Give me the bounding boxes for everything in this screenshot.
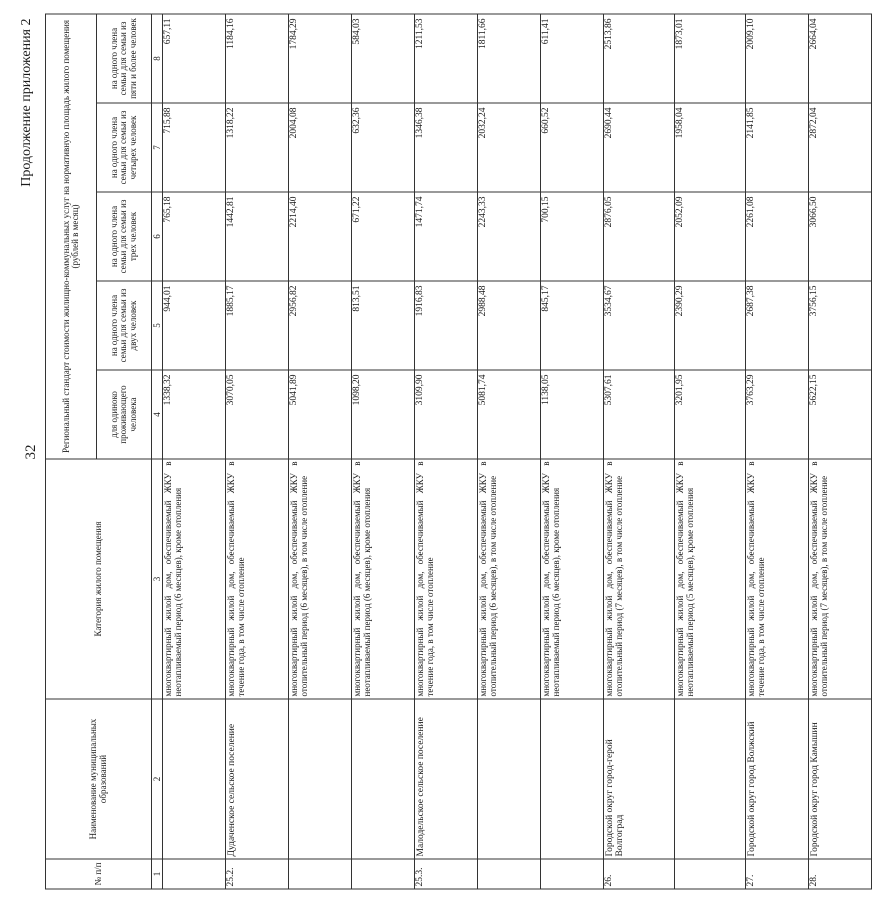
value-family-4: 1346,38 (415, 103, 478, 192)
row-number (289, 859, 352, 889)
value-family-2: 3756,15 (809, 281, 872, 370)
value-family-5plus: 1211,53 (415, 14, 478, 103)
value-family-2: 845,17 (541, 281, 604, 370)
header-sub-2: на одного члена семьи для семьи из двух человек (97, 281, 152, 370)
row-number (541, 859, 604, 889)
value-family-4: 632,36 (352, 103, 415, 192)
housing-category: многоквартирный жилой дом, обеспечиваемый ЖКУ в отопительный период (7 месяцев), в том числе отопление (809, 459, 872, 699)
municipality-name: Городской округ город Волжский (746, 699, 809, 859)
value-family-3: 2261,08 (746, 192, 809, 281)
row-number (352, 859, 415, 889)
column-number: 1 (152, 859, 163, 889)
table-row (163, 14, 226, 889)
value-family-4: 2141,85 (746, 103, 809, 192)
value-family-5plus: 1873,01 (675, 14, 746, 103)
value-family-5plus: 2664,04 (809, 14, 872, 103)
column-number: 7 (152, 103, 163, 192)
row-number: 25.2. (226, 859, 289, 889)
value-family-3: 2876,05 (604, 192, 675, 281)
value-single: 5307,61 (604, 370, 675, 459)
value-family-4: 1318,22 (226, 103, 289, 192)
row-number: 26. (604, 859, 675, 889)
row-number: 27. (746, 859, 809, 889)
table-row (541, 14, 604, 889)
value-family-3: 700,15 (541, 192, 604, 281)
row-number (675, 859, 746, 889)
housing-category: многоквартирный жилой дом, обеспечиваемый ЖКУ в отопительный период (7 месяцев), в том числе отопление (604, 459, 675, 699)
column-number: 2 (152, 699, 163, 859)
column-number: 5 (152, 281, 163, 370)
municipality-name (478, 699, 541, 859)
municipality-name (352, 699, 415, 859)
table-row (675, 14, 746, 889)
municipality-name (541, 699, 604, 859)
standard-table (45, 13, 872, 889)
value-family-5plus: 2009,10 (746, 14, 809, 103)
value-family-2: 1885,17 (226, 281, 289, 370)
table-row (352, 14, 415, 889)
value-single: 3201,95 (675, 370, 746, 459)
municipality-name: Дудаченское сельское поселение (226, 699, 289, 859)
value-family-5plus: 2513,86 (604, 14, 675, 103)
municipality-name (163, 699, 226, 859)
value-family-2: 813,51 (352, 281, 415, 370)
row-number (478, 859, 541, 889)
row-number (163, 859, 226, 889)
value-family-4: 1958,04 (675, 103, 746, 192)
header-name: Наименование муниципальных образований (46, 699, 152, 859)
housing-category: многоквартирный жилой дом, обеспечиваемый ЖКУ в неотапливаемый период (5 месяцев), кроме отопления (675, 459, 746, 699)
housing-category: многоквартирный жилой дом, обеспечиваемый ЖКУ в отопительный период (6 месяцев), в том числе отопление (289, 459, 352, 699)
column-number: 6 (152, 192, 163, 281)
header-sub-3: на одного члена семьи для семьи из трех человек (97, 192, 152, 281)
value-single: 1338,32 (163, 370, 226, 459)
value-family-5plus: 611,41 (541, 14, 604, 103)
value-family-3: 765,18 (163, 192, 226, 281)
header-sub-5: на одного члена семьи для семьи из пяти и более человек (97, 14, 152, 103)
municipality-name: Городской округ город Камышин (809, 699, 872, 859)
row-number: 28. (809, 859, 872, 889)
page-number: 32 (23, 444, 39, 460)
table-row (415, 14, 478, 889)
value-family-3: 2243,33 (478, 192, 541, 281)
municipality-name (289, 699, 352, 859)
header-category: Категория жилого помещения (46, 459, 152, 699)
value-family-4: 2004,08 (289, 103, 352, 192)
housing-category: многоквартирный жилой дом, обеспечиваемый ЖКУ в неотапливаемый период (6 месяцев), кроме отопления (541, 459, 604, 699)
header-standard: Региональный стандарт стоимости жилищно-коммунальных услуг на нормативную площадь жилого помещения (рублей в месяц) (46, 14, 97, 459)
value-family-3: 671,22 (352, 192, 415, 281)
column-number: 8 (152, 14, 163, 103)
table-row (604, 14, 675, 889)
value-family-5plus: 584,03 (352, 14, 415, 103)
value-family-3: 1442,81 (226, 192, 289, 281)
housing-category: многоквартирный жилой дом, обеспечиваемый ЖКУ в неотапливаемый период (6 месяцев), кроме отопления (163, 459, 226, 699)
value-family-3: 2214,40 (289, 192, 352, 281)
municipality-name (675, 699, 746, 859)
value-family-3: 1471,74 (415, 192, 478, 281)
value-family-2: 944,01 (163, 281, 226, 370)
value-family-5plus: 657,11 (163, 14, 226, 103)
value-family-2: 3534,67 (604, 281, 675, 370)
header-sub-4: на одного члена семьи для семьи из четырех человек (97, 103, 152, 192)
value-single: 1098,20 (352, 370, 415, 459)
column-number: 4 (152, 370, 163, 459)
value-family-2: 2988,48 (478, 281, 541, 370)
value-family-4: 2872,04 (809, 103, 872, 192)
value-family-4: 2690,44 (604, 103, 675, 192)
housing-category: многоквартирный жилой дом, обеспечиваемый ЖКУ в течение года, в том числе отопление (746, 459, 809, 699)
value-single: 5081,74 (478, 370, 541, 459)
continuation-label: Продолжение приложения 2 (19, 18, 34, 187)
housing-category: многоквартирный жилой дом, обеспечиваемый ЖКУ в течение года, в том числе отопление (226, 459, 289, 699)
header-no: № п/п (46, 859, 152, 889)
table-row (746, 14, 809, 889)
table-row (226, 14, 289, 889)
value-family-4: 660,52 (541, 103, 604, 192)
value-family-2: 1916,83 (415, 281, 478, 370)
document-sheet (15, 15, 829, 890)
table-row (289, 14, 352, 889)
value-family-3: 2052,09 (675, 192, 746, 281)
value-family-5plus: 1811,66 (478, 14, 541, 103)
value-family-4: 715,88 (163, 103, 226, 192)
value-family-4: 2032,24 (478, 103, 541, 192)
value-family-5plus: 1184,16 (226, 14, 289, 103)
housing-category: многоквартирный жилой дом, обеспечиваемый ЖКУ в неотапливаемый период (6 месяцев), кроме отопления (352, 459, 415, 699)
column-number: 3 (152, 459, 163, 699)
value-single: 3763,29 (746, 370, 809, 459)
value-family-5plus: 1784,29 (289, 14, 352, 103)
table-row (478, 14, 541, 889)
value-family-2: 2956,82 (289, 281, 352, 370)
value-single: 5041,89 (289, 370, 352, 459)
value-family-2: 2390,29 (675, 281, 746, 370)
value-single: 3070,05 (226, 370, 289, 459)
value-single: 1138,05 (541, 370, 604, 459)
value-single: 5622,15 (809, 370, 872, 459)
housing-category: многоквартирный жилой дом, обеспечиваемый ЖКУ в отопительный период (6 месяцев), в том числе отопление (478, 459, 541, 699)
municipality-name: Малодельское сельское поселение (415, 699, 478, 859)
housing-category: многоквартирный жилой дом, обеспечиваемый ЖКУ в течение года, в том числе отопление (415, 459, 478, 699)
value-family-2: 2687,38 (746, 281, 809, 370)
value-single: 3109,90 (415, 370, 478, 459)
municipality-name: Городской округ город-герой Волгоград (604, 699, 675, 859)
value-family-3: 3066,50 (809, 192, 872, 281)
row-number: 25.3. (415, 859, 478, 889)
table-row (809, 14, 872, 889)
header-sub-1: для одиноко проживающего человека (97, 370, 152, 459)
